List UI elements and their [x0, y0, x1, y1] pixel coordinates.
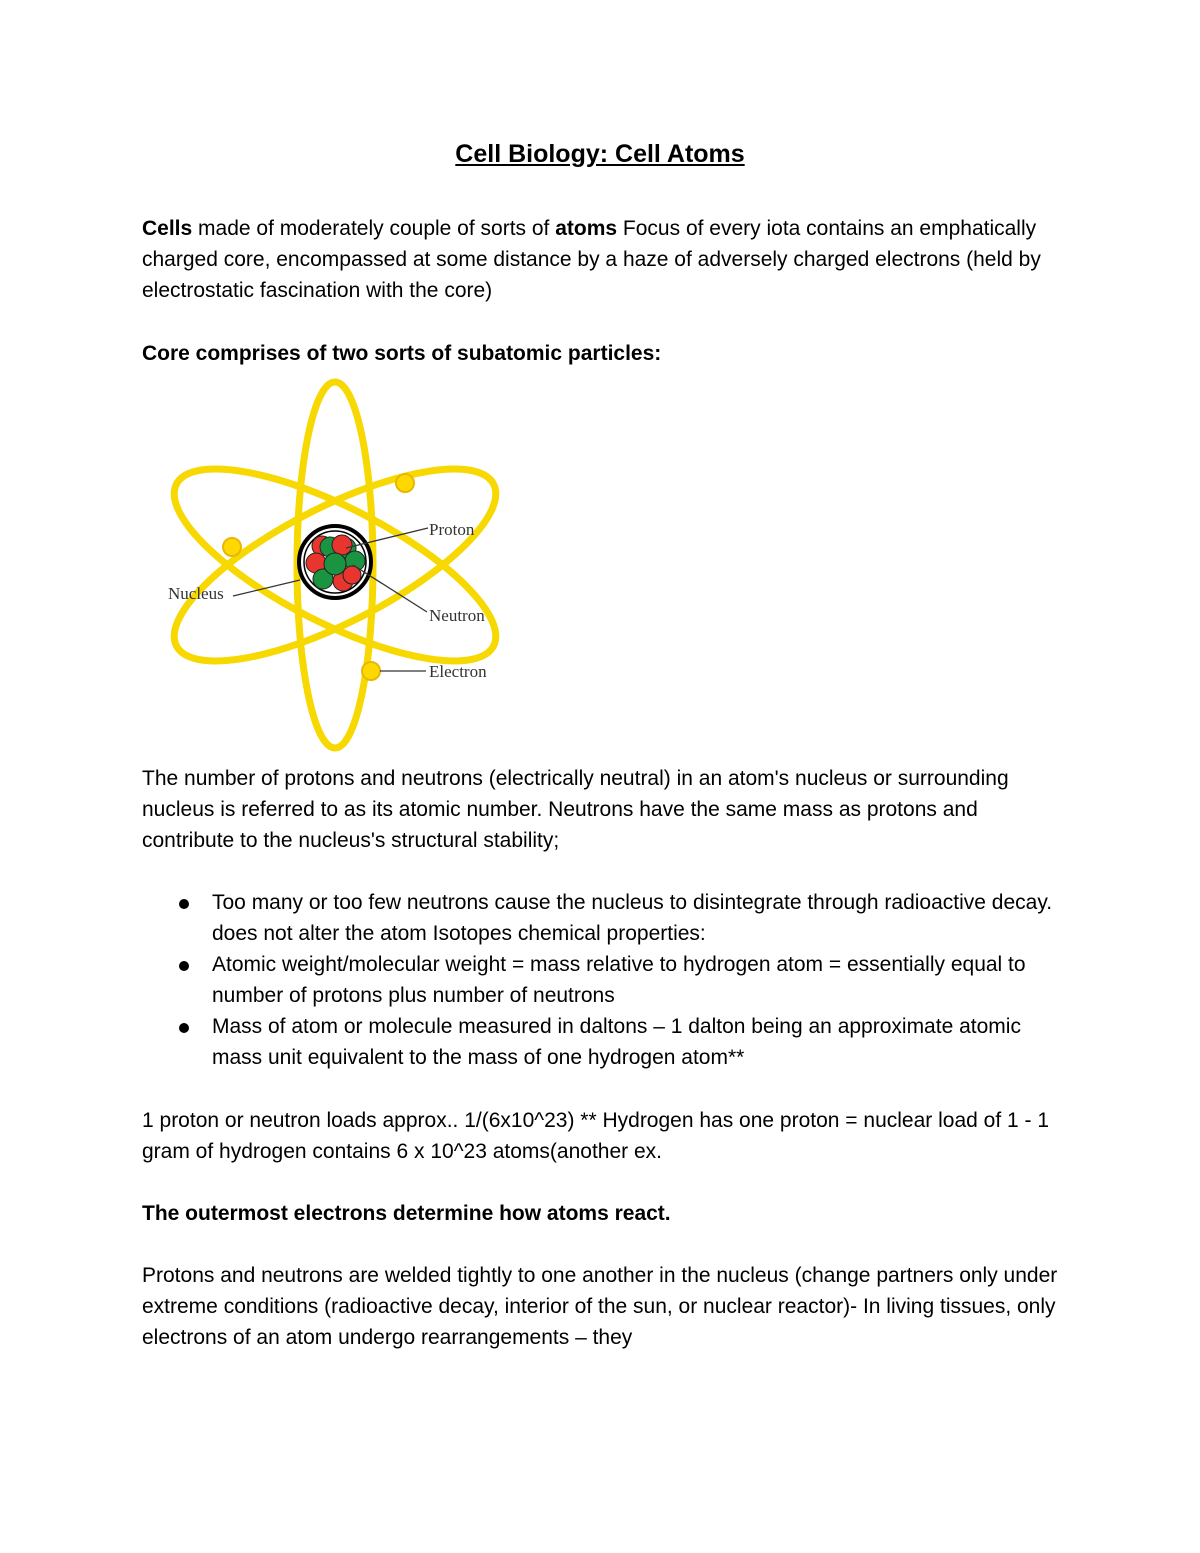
nucleus	[299, 526, 371, 598]
atom-diagram	[160, 375, 520, 755]
term-cells: Cells	[142, 217, 193, 240]
nucleus-label: Nucleus	[168, 584, 224, 603]
list-item-text: Atomic weight/molecular weight = mass relative to hydrogen atom = essentially equal to number of protons plus number of neutrons	[212, 953, 1026, 1007]
proton-label: Proton	[429, 520, 475, 539]
neutron-label: Neutron	[429, 606, 485, 625]
section-heading-core: Core comprises of two sorts of subatomic particles:	[142, 342, 662, 365]
list-item	[142, 1011, 1062, 1073]
neutron	[324, 553, 346, 575]
bullet-icon	[179, 1023, 189, 1033]
intro-text-2: Focus of every iota contains an emphatically charged core, encompassed at some distance by a haze of adversely charged electrons (held by electrostatic fascination with the core)	[142, 217, 1041, 302]
atomic-number-paragraph: The number of protons and neutrons (electrically neutral) in an atom's nucleus or surrounding nucleus is referred to as its atomic number. Neutrons have the same mass as protons and contribute to the nucleus's structural stability;	[142, 767, 1009, 852]
electron-label: Electron	[429, 662, 487, 681]
bullet-icon	[179, 899, 189, 909]
term-atoms: atoms	[555, 217, 618, 240]
bullet-list	[142, 887, 1062, 1073]
list-item-text: Mass of atom or molecule measured in daltons – 1 dalton being an approximate atomic mass unit equivalent to the mass of one hydrogen atom**	[212, 1015, 1021, 1069]
nucleus-paragraph: Protons and neutrons are welded tightly to one another in the nucleus (change partners only under extreme conditions (radioactive decay, interior of the sun, or nuclear reactor)- In living tissues, only electrons of an atom undergo rearrangements – they	[142, 1264, 1058, 1349]
section-heading-electrons: The outermost electrons determine how atoms react.	[142, 1202, 671, 1225]
intro-text-1: made of moderately couple of sorts of	[192, 217, 556, 240]
electron	[362, 662, 380, 680]
proton-mass-paragraph: 1 proton or neutron loads approx.. 1/(6x10^23) ** Hydrogen has one proton = nuclear load of 1 - 1 gram of hydrogen contains 6 x 10^23 atoms(another ex.	[142, 1109, 1050, 1163]
document-title: Cell Biology: Cell Atoms	[455, 140, 745, 168]
bullet-icon	[179, 961, 189, 971]
list-item-text: Too many or too few neutrons cause the nucleus to disintegrate through radioactive decay. does not alter the atom Isotopes chemical properties:	[212, 891, 1053, 945]
electron	[396, 474, 414, 492]
list-item	[142, 949, 1062, 1011]
proton	[332, 535, 352, 555]
electron	[223, 538, 241, 556]
intro-paragraph	[142, 213, 1062, 306]
list-item	[142, 887, 1062, 949]
